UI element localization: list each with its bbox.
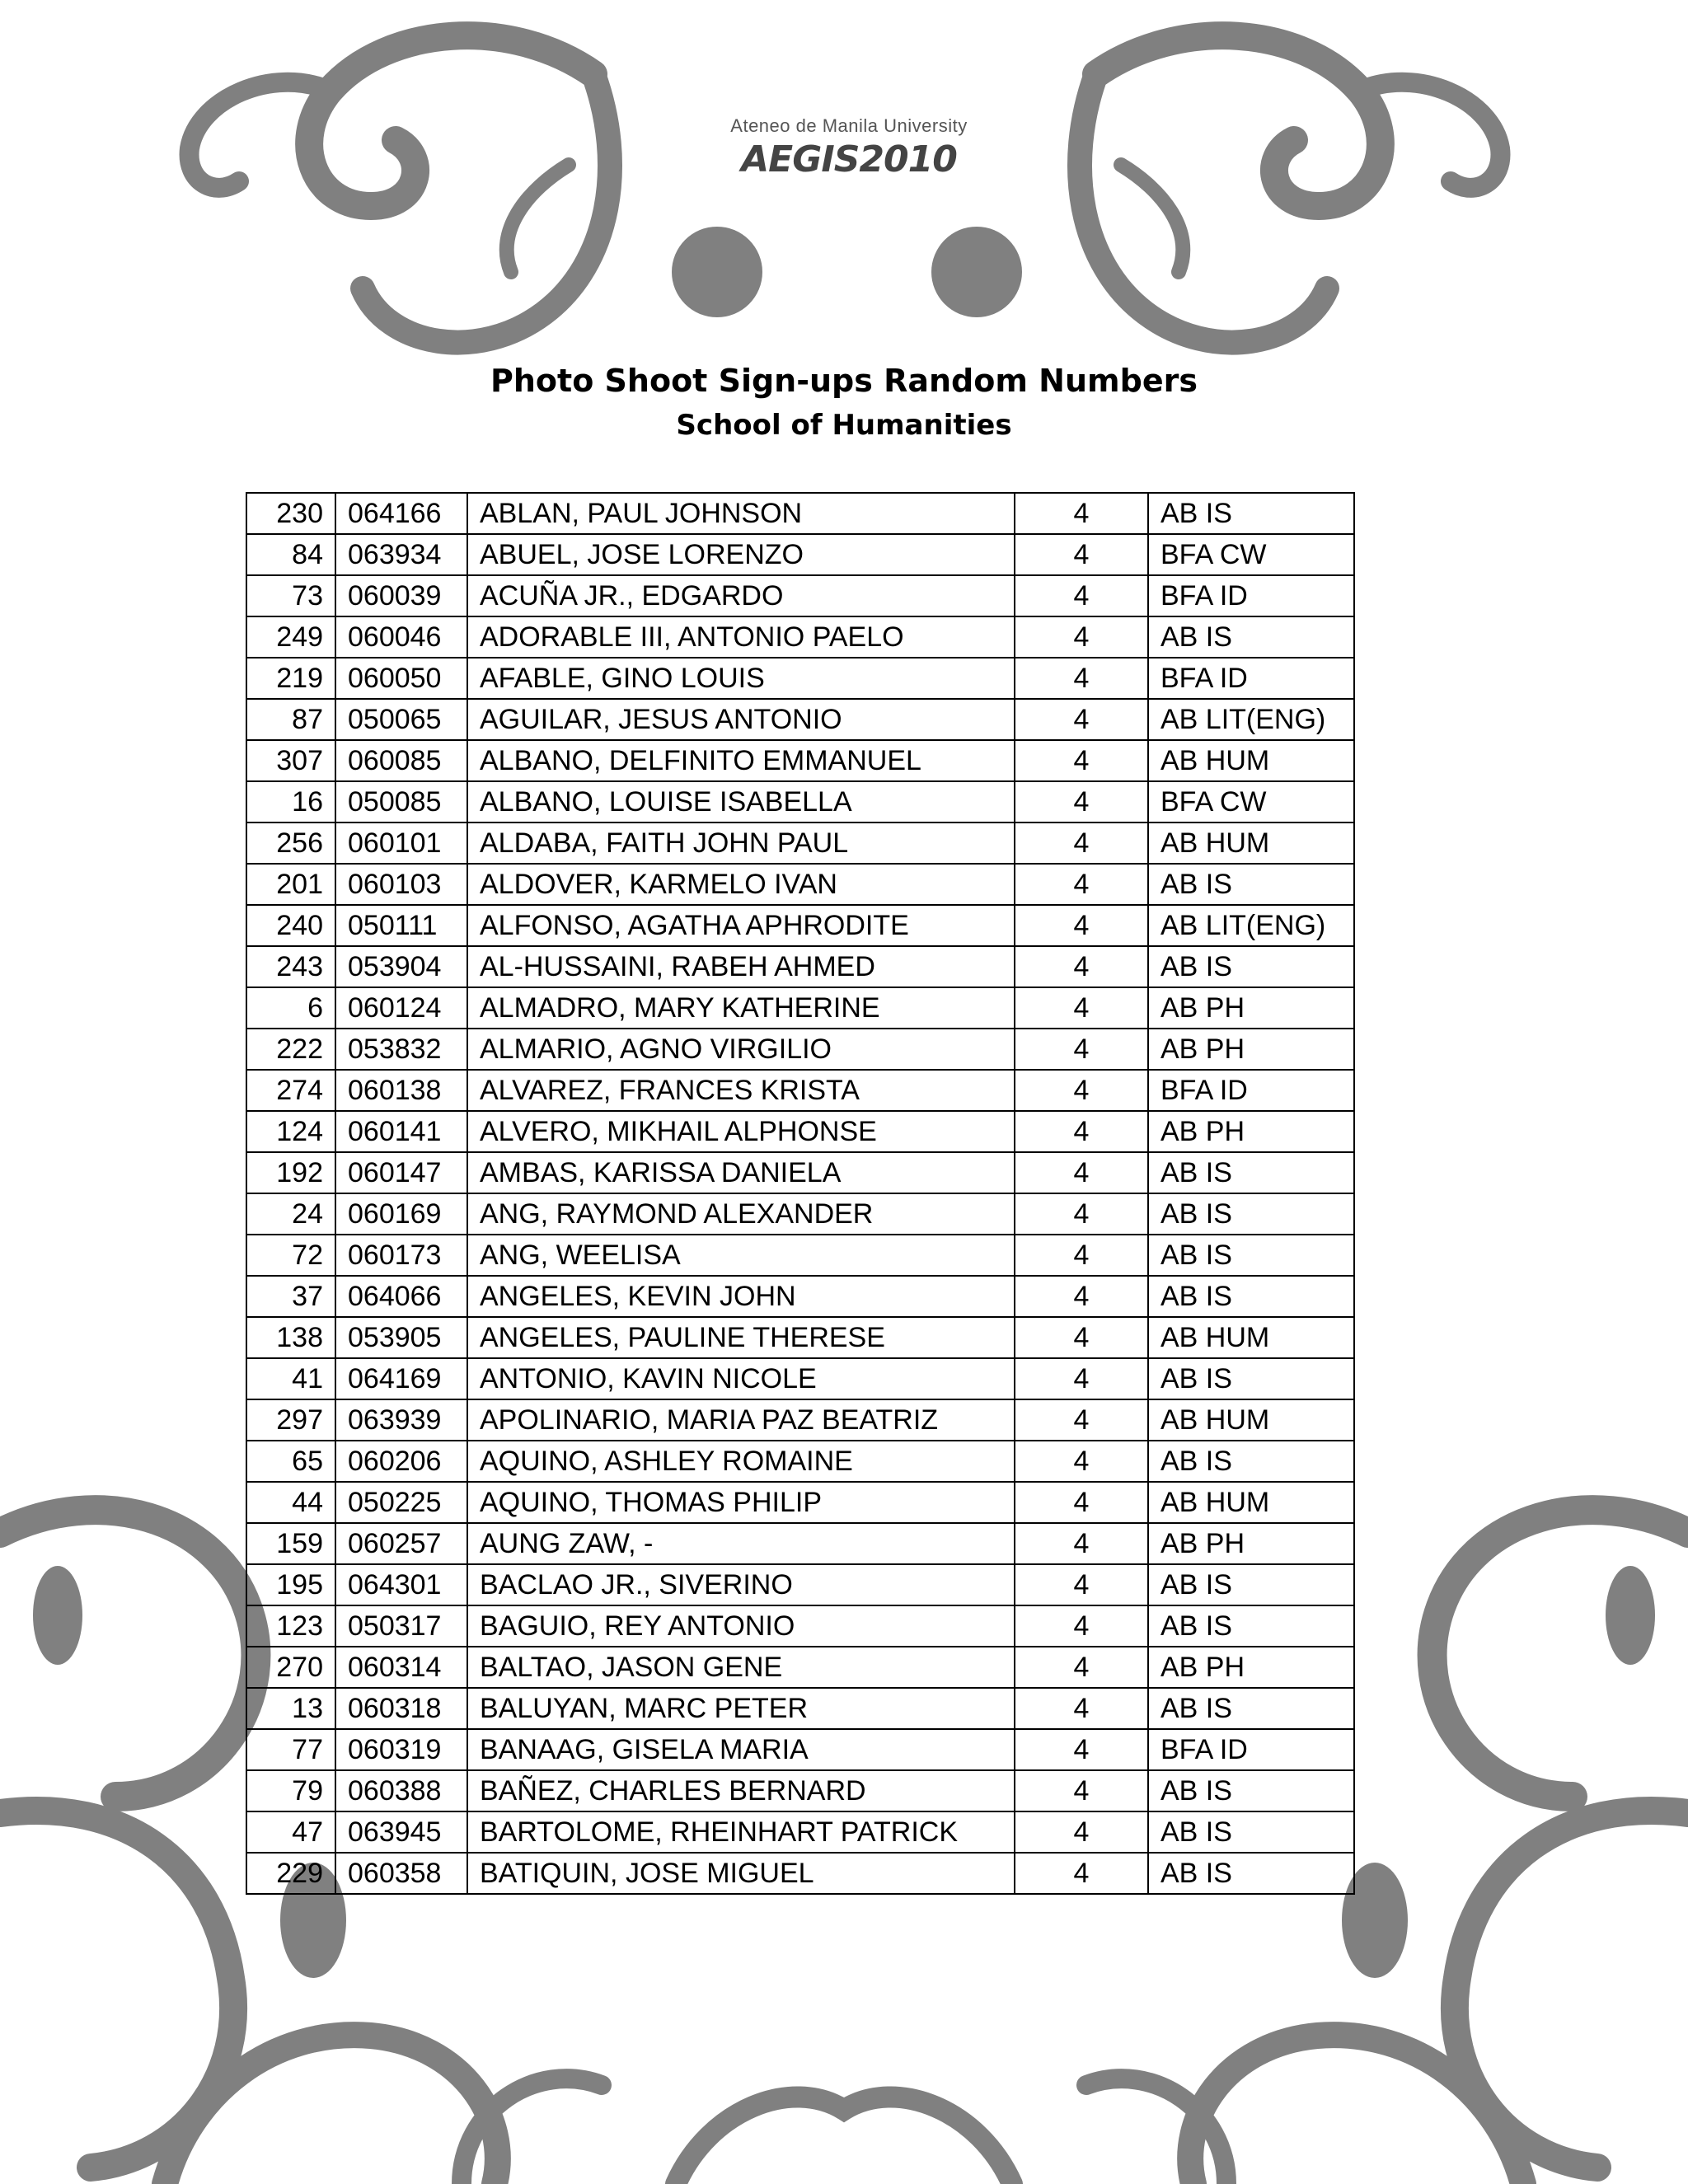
course-cell: BFA ID bbox=[1148, 658, 1354, 699]
id-number-cell: 060206 bbox=[335, 1441, 467, 1482]
id-number-cell: 060314 bbox=[335, 1647, 467, 1688]
student-name-cell: AMBAS, KARISSA DANIELA bbox=[467, 1152, 1015, 1193]
id-number-cell: 063945 bbox=[335, 1811, 467, 1853]
random-number-cell: 84 bbox=[246, 534, 335, 575]
table-row bbox=[246, 699, 1354, 740]
random-number-cell: 65 bbox=[246, 1441, 335, 1482]
random-number-cell: 243 bbox=[246, 946, 335, 987]
random-number-cell: 47 bbox=[246, 1811, 335, 1853]
course-cell: AB IS bbox=[1148, 1853, 1354, 1894]
course-cell: AB IS bbox=[1148, 616, 1354, 658]
table-row bbox=[246, 1193, 1354, 1235]
course-cell: BFA ID bbox=[1148, 575, 1354, 616]
id-number-cell: 060169 bbox=[335, 1193, 467, 1235]
year-level-cell: 4 bbox=[1015, 575, 1148, 616]
year-level-cell: 4 bbox=[1015, 1482, 1148, 1523]
random-number-cell: 222 bbox=[246, 1029, 335, 1070]
random-number-cell: 13 bbox=[246, 1688, 335, 1729]
student-name-cell: ALDOVER, KARMELO IVAN bbox=[467, 864, 1015, 905]
student-name-cell: ANG, RAYMOND ALEXANDER bbox=[467, 1193, 1015, 1235]
course-cell: BFA ID bbox=[1148, 1070, 1354, 1111]
course-cell: AB IS bbox=[1148, 1770, 1354, 1811]
student-name-cell: BANAAG, GISELA MARIA bbox=[467, 1729, 1015, 1770]
university-name: Ateneo de Manila University bbox=[730, 115, 968, 136]
id-number-cell: 060319 bbox=[335, 1729, 467, 1770]
random-number-cell: 6 bbox=[246, 987, 335, 1029]
id-number-cell: 050111 bbox=[335, 905, 467, 946]
random-number-cell: 87 bbox=[246, 699, 335, 740]
student-name-cell: AL-HUSSAINI, RABEH AHMED bbox=[467, 946, 1015, 987]
year-level-cell: 4 bbox=[1015, 987, 1148, 1029]
random-number-cell: 41 bbox=[246, 1358, 335, 1399]
random-number-cell: 79 bbox=[246, 1770, 335, 1811]
id-number-cell: 060138 bbox=[335, 1070, 467, 1111]
table-row bbox=[246, 740, 1354, 781]
year-level-cell: 4 bbox=[1015, 1441, 1148, 1482]
id-number-cell: 060101 bbox=[335, 823, 467, 864]
table-row bbox=[246, 1441, 1354, 1482]
random-number-cell: 72 bbox=[246, 1235, 335, 1276]
id-number-cell: 050225 bbox=[335, 1482, 467, 1523]
course-cell: AB PH bbox=[1148, 1111, 1354, 1152]
course-cell: BFA CW bbox=[1148, 534, 1354, 575]
year-level-cell: 4 bbox=[1015, 1811, 1148, 1853]
year-level-cell: 4 bbox=[1015, 1729, 1148, 1770]
year-level-cell: 4 bbox=[1015, 658, 1148, 699]
table-row bbox=[246, 905, 1354, 946]
table-row bbox=[246, 658, 1354, 699]
student-name-cell: ANG, WEELISA bbox=[467, 1235, 1015, 1276]
random-number-cell: 270 bbox=[246, 1647, 335, 1688]
student-name-cell: ALFONSO, AGATHA APHRODITE bbox=[467, 905, 1015, 946]
student-name-cell: ALMADRO, MARY KATHERINE bbox=[467, 987, 1015, 1029]
course-cell: AB HUM bbox=[1148, 1482, 1354, 1523]
student-name-cell: ABUEL, JOSE LORENZO bbox=[467, 534, 1015, 575]
table-row bbox=[246, 1399, 1354, 1441]
signup-table bbox=[246, 492, 1355, 1895]
table-row bbox=[246, 864, 1354, 905]
random-number-cell: 240 bbox=[246, 905, 335, 946]
student-name-cell: AGUILAR, JESUS ANTONIO bbox=[467, 699, 1015, 740]
page-title: Photo Shoot Sign-ups Random Numbers bbox=[490, 363, 1198, 399]
year-level-cell: 4 bbox=[1015, 1564, 1148, 1605]
year-level-cell: 4 bbox=[1015, 699, 1148, 740]
table-row bbox=[246, 1770, 1354, 1811]
student-name-cell: APOLINARIO, MARIA PAZ BEATRIZ bbox=[467, 1399, 1015, 1441]
year-level-cell: 4 bbox=[1015, 1152, 1148, 1193]
table-row bbox=[246, 1152, 1354, 1193]
course-cell: AB HUM bbox=[1148, 1399, 1354, 1441]
random-number-cell: 73 bbox=[246, 575, 335, 616]
year-level-cell: 4 bbox=[1015, 1399, 1148, 1441]
table-row bbox=[246, 575, 1354, 616]
student-name-cell: ALBANO, DELFINITO EMMANUEL bbox=[467, 740, 1015, 781]
id-number-cell: 053904 bbox=[335, 946, 467, 987]
year-level-cell: 4 bbox=[1015, 823, 1148, 864]
id-number-cell: 064066 bbox=[335, 1276, 467, 1317]
student-name-cell: BALUYAN, MARC PETER bbox=[467, 1688, 1015, 1729]
course-cell: AB IS bbox=[1148, 1152, 1354, 1193]
student-name-cell: ALMARIO, AGNO VIRGILIO bbox=[467, 1029, 1015, 1070]
id-number-cell: 060141 bbox=[335, 1111, 467, 1152]
course-cell: AB PH bbox=[1148, 987, 1354, 1029]
course-cell: AB IS bbox=[1148, 864, 1354, 905]
id-number-cell: 053905 bbox=[335, 1317, 467, 1358]
id-number-cell: 060050 bbox=[335, 658, 467, 699]
course-cell: AB IS bbox=[1148, 1358, 1354, 1399]
id-number-cell: 050317 bbox=[335, 1605, 467, 1647]
student-name-cell: ALDABA, FAITH JOHN PAUL bbox=[467, 823, 1015, 864]
course-cell: AB IS bbox=[1148, 1235, 1354, 1276]
random-number-cell: 230 bbox=[246, 493, 335, 534]
year-level-cell: 4 bbox=[1015, 1276, 1148, 1317]
student-name-cell: ALVAREZ, FRANCES KRISTA bbox=[467, 1070, 1015, 1111]
course-cell: AB HUM bbox=[1148, 740, 1354, 781]
course-cell: AB PH bbox=[1148, 1647, 1354, 1688]
student-name-cell: BALTAO, JASON GENE bbox=[467, 1647, 1015, 1688]
table-row bbox=[246, 1605, 1354, 1647]
year-level-cell: 4 bbox=[1015, 740, 1148, 781]
table-row bbox=[246, 1235, 1354, 1276]
id-number-cell: 060318 bbox=[335, 1688, 467, 1729]
random-number-cell: 124 bbox=[246, 1111, 335, 1152]
student-name-cell: ANTONIO, KAVIN NICOLE bbox=[467, 1358, 1015, 1399]
random-number-cell: 123 bbox=[246, 1605, 335, 1647]
id-number-cell: 060039 bbox=[335, 575, 467, 616]
table-row bbox=[246, 1564, 1354, 1605]
random-number-cell: 37 bbox=[246, 1276, 335, 1317]
bottom-right-swirl bbox=[1432, 1510, 1688, 1797]
course-cell: AB IS bbox=[1148, 1688, 1354, 1729]
aegis-logo bbox=[692, 115, 1006, 180]
course-cell: BFA ID bbox=[1148, 1729, 1354, 1770]
signup-table-body bbox=[246, 493, 1354, 1894]
course-cell: AB IS bbox=[1148, 1441, 1354, 1482]
year-level-cell: 4 bbox=[1015, 1193, 1148, 1235]
student-name-cell: ADORABLE III, ANTONIO PAELO bbox=[467, 616, 1015, 658]
table-row bbox=[246, 1276, 1354, 1317]
id-number-cell: 060173 bbox=[335, 1235, 467, 1276]
student-name-cell: BAGUIO, REY ANTONIO bbox=[467, 1605, 1015, 1647]
id-number-cell: 050065 bbox=[335, 699, 467, 740]
year-level-cell: 4 bbox=[1015, 493, 1148, 534]
page-subtitle: School of Humanities bbox=[676, 409, 1012, 442]
id-number-cell: 060124 bbox=[335, 987, 467, 1029]
random-number-cell: 77 bbox=[246, 1729, 335, 1770]
random-number-cell: 159 bbox=[246, 1523, 335, 1564]
year-level-cell: 4 bbox=[1015, 616, 1148, 658]
year-level-cell: 4 bbox=[1015, 1111, 1148, 1152]
year-level-cell: 4 bbox=[1015, 1070, 1148, 1111]
id-number-cell: 050085 bbox=[335, 781, 467, 823]
table-row bbox=[246, 1647, 1354, 1688]
year-level-cell: 4 bbox=[1015, 1523, 1148, 1564]
table-row bbox=[246, 987, 1354, 1029]
course-cell: AB IS bbox=[1148, 1564, 1354, 1605]
table-row bbox=[246, 946, 1354, 987]
bottom-left-swirl bbox=[0, 1510, 256, 1797]
year-level-cell: 4 bbox=[1015, 1235, 1148, 1276]
year-level-cell: 4 bbox=[1015, 1853, 1148, 1894]
id-number-cell: 063939 bbox=[335, 1399, 467, 1441]
random-number-cell: 44 bbox=[246, 1482, 335, 1523]
random-number-cell: 274 bbox=[246, 1070, 335, 1111]
id-number-cell: 060103 bbox=[335, 864, 467, 905]
student-name-cell: BACLAO JR., SIVERINO bbox=[467, 1564, 1015, 1605]
random-number-cell: 256 bbox=[246, 823, 335, 864]
id-number-cell: 060388 bbox=[335, 1770, 467, 1811]
id-number-cell: 060257 bbox=[335, 1523, 467, 1564]
id-number-cell: 060046 bbox=[335, 616, 467, 658]
random-number-cell: 307 bbox=[246, 740, 335, 781]
course-cell: AB IS bbox=[1148, 1605, 1354, 1647]
id-number-cell: 060147 bbox=[335, 1152, 467, 1193]
table-row bbox=[246, 1317, 1354, 1358]
year-level-cell: 4 bbox=[1015, 1317, 1148, 1358]
table-row bbox=[246, 823, 1354, 864]
random-number-cell: 16 bbox=[246, 781, 335, 823]
random-number-cell: 24 bbox=[246, 1193, 335, 1235]
table-row bbox=[246, 1070, 1354, 1111]
year-level-cell: 4 bbox=[1015, 1688, 1148, 1729]
year-level-cell: 4 bbox=[1015, 864, 1148, 905]
table-row bbox=[246, 1811, 1354, 1853]
table-row bbox=[246, 1358, 1354, 1399]
table-row bbox=[246, 493, 1354, 534]
student-name-cell: BATIQUIN, JOSE MIGUEL bbox=[467, 1853, 1015, 1894]
course-cell: AB IS bbox=[1148, 1811, 1354, 1853]
table-row bbox=[246, 534, 1354, 575]
id-number-cell: 060085 bbox=[335, 740, 467, 781]
student-name-cell: AQUINO, THOMAS PHILIP bbox=[467, 1482, 1015, 1523]
random-number-cell: 249 bbox=[246, 616, 335, 658]
student-name-cell: ALVERO, MIKHAIL ALPHONSE bbox=[467, 1111, 1015, 1152]
year-level-cell: 4 bbox=[1015, 905, 1148, 946]
table-row bbox=[246, 1111, 1354, 1152]
logo-text: AEGIS2010 bbox=[741, 138, 957, 180]
student-name-cell: ANGELES, KEVIN JOHN bbox=[467, 1276, 1015, 1317]
student-name-cell: ALBANO, LOUISE ISABELLA bbox=[467, 781, 1015, 823]
random-number-cell: 201 bbox=[246, 864, 335, 905]
student-name-cell: BARTOLOME, RHEINHART PATRICK bbox=[467, 1811, 1015, 1853]
id-number-cell: 053832 bbox=[335, 1029, 467, 1070]
course-cell: AB LIT(ENG) bbox=[1148, 699, 1354, 740]
random-number-cell: 229 bbox=[246, 1853, 335, 1894]
year-level-cell: 4 bbox=[1015, 1770, 1148, 1811]
table-row bbox=[246, 1482, 1354, 1523]
id-number-cell: 060358 bbox=[335, 1853, 467, 1894]
year-level-cell: 4 bbox=[1015, 534, 1148, 575]
id-number-cell: 064301 bbox=[335, 1564, 467, 1605]
random-number-cell: 138 bbox=[246, 1317, 335, 1358]
random-number-cell: 195 bbox=[246, 1564, 335, 1605]
table-row bbox=[246, 616, 1354, 658]
table-row bbox=[246, 1523, 1354, 1564]
student-name-cell: ANGELES, PAULINE THERESE bbox=[467, 1317, 1015, 1358]
table-row bbox=[246, 1853, 1354, 1894]
student-name-cell: AFABLE, GINO LOUIS bbox=[467, 658, 1015, 699]
student-name-cell: AUNG ZAW, - bbox=[467, 1523, 1015, 1564]
id-number-cell: 064166 bbox=[335, 493, 467, 534]
course-cell: AB PH bbox=[1148, 1029, 1354, 1070]
year-level-cell: 4 bbox=[1015, 781, 1148, 823]
year-level-cell: 4 bbox=[1015, 1605, 1148, 1647]
student-name-cell: BAÑEZ, CHARLES BERNARD bbox=[467, 1770, 1015, 1811]
student-name-cell: ABLAN, PAUL JOHNSON bbox=[467, 493, 1015, 534]
course-cell: BFA CW bbox=[1148, 781, 1354, 823]
random-number-cell: 192 bbox=[246, 1152, 335, 1193]
id-number-cell: 064169 bbox=[335, 1358, 467, 1399]
course-cell: AB HUM bbox=[1148, 1317, 1354, 1358]
course-cell: AB HUM bbox=[1148, 823, 1354, 864]
year-level-cell: 4 bbox=[1015, 946, 1148, 987]
course-cell: AB IS bbox=[1148, 946, 1354, 987]
year-level-cell: 4 bbox=[1015, 1647, 1148, 1688]
random-number-cell: 219 bbox=[246, 658, 335, 699]
course-cell: AB IS bbox=[1148, 1276, 1354, 1317]
id-number-cell: 063934 bbox=[335, 534, 467, 575]
table-row bbox=[246, 781, 1354, 823]
table-row bbox=[246, 1729, 1354, 1770]
random-number-cell: 297 bbox=[246, 1399, 335, 1441]
student-name-cell: AQUINO, ASHLEY ROMAINE bbox=[467, 1441, 1015, 1482]
course-cell: AB IS bbox=[1148, 493, 1354, 534]
course-cell: AB IS bbox=[1148, 1193, 1354, 1235]
student-name-cell: ACUÑA JR., EDGARDO bbox=[467, 575, 1015, 616]
year-level-cell: 4 bbox=[1015, 1358, 1148, 1399]
course-cell: AB PH bbox=[1148, 1523, 1354, 1564]
table-row bbox=[246, 1029, 1354, 1070]
table-row bbox=[246, 1688, 1354, 1729]
course-cell: AB LIT(ENG) bbox=[1148, 905, 1354, 946]
year-level-cell: 4 bbox=[1015, 1029, 1148, 1070]
